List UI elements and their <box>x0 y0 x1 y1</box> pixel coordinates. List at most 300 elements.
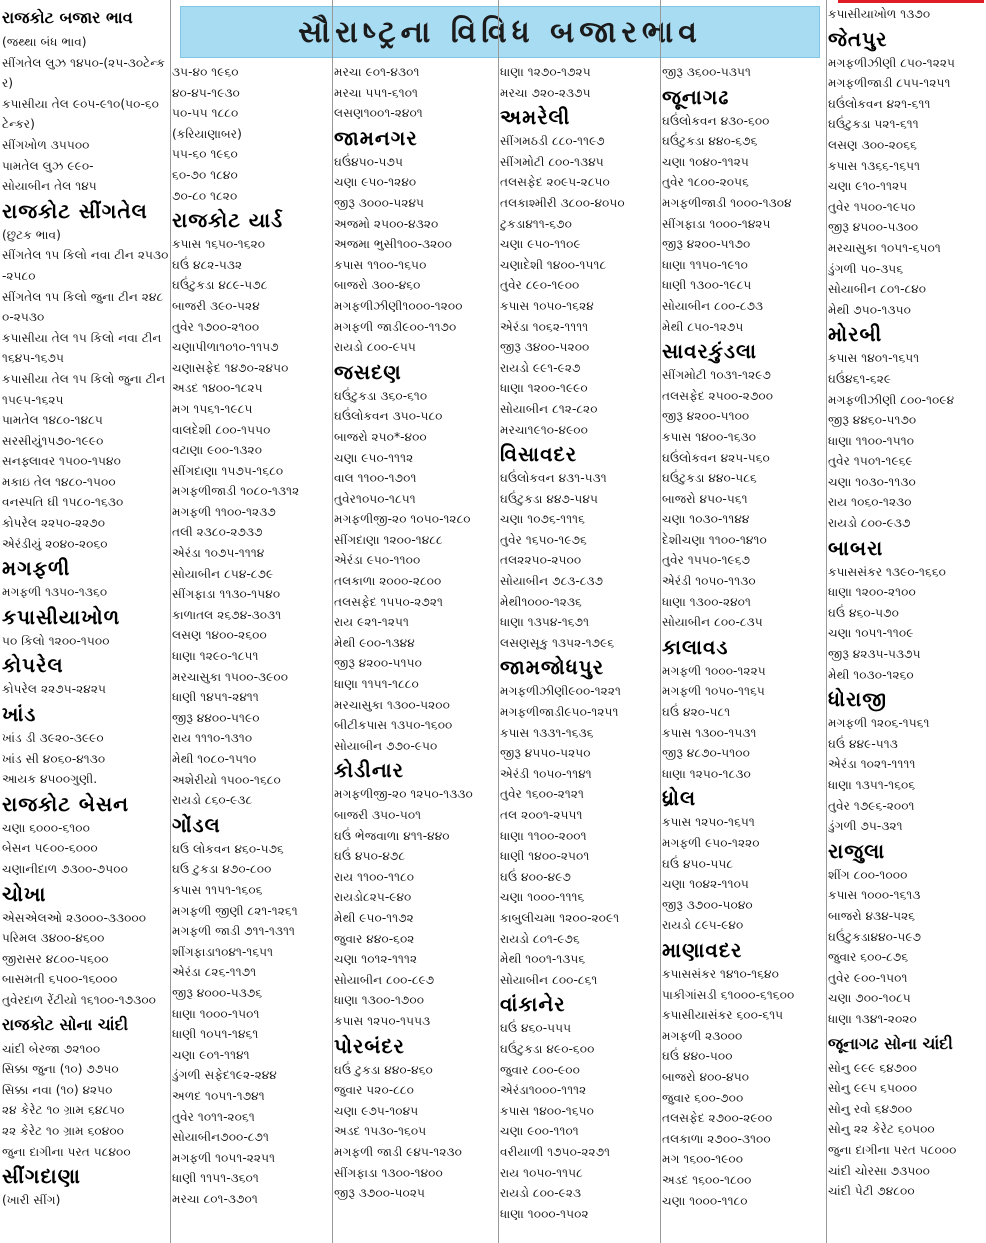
market-section <box>334 756 498 1031</box>
market-section <box>828 534 986 686</box>
price-row: બીટીકપાસ ૧૩૫૦-૧૬૦૦ <box>334 718 453 733</box>
price-row: મરચા ૮૦૧-૩૭૦૧ <box>172 1191 258 1206</box>
price-row: જીરૂ ૪૨૦૦-૫૧૫૦ <box>334 656 422 671</box>
price-row: એરંડી ૧૦૫૦-૧૧૪૧ <box>500 766 592 781</box>
price-row: સીંગફાડા ૧૦૦૦-૧૪૨૫ <box>662 216 771 231</box>
market-section <box>172 62 332 206</box>
price-row: તુવેરદાળ રેંટીયો ૧૬૧૦૦-૧૭૩૦૦ <box>2 992 157 1007</box>
price-row: ચણા ૧૦૫૧-૧૧૦૯ <box>828 626 914 641</box>
price-row: ચણા ૧૦૪૦-૧૧૨૫ <box>662 154 749 169</box>
price-row: કપાસ ૧૨૫૦-૧૫૫૩ <box>334 1013 431 1028</box>
price-row: જીરૂ ૪૪૬૦-૫૧૭૦ <box>828 413 917 428</box>
price-row: વરીયાળી ૧૭૫૦-૨૨૭૧ <box>500 1144 611 1159</box>
price-row: ૩૫-૪૦ ૧૯૬૦ <box>172 65 239 79</box>
price-row: સનફ્લાવર ૧૫૦૦-૧૫૪૦ <box>2 454 121 469</box>
price-row: કપાસ ૧૧૫૧-૧૬૦૬ <box>172 882 263 897</box>
price-row: બાજરો ૩૦૦-૪૬૦ <box>334 278 421 293</box>
price-row: મેથી ૧૦૦૧-૧૩૫૬ <box>500 952 586 967</box>
price-row: કપાસીયાખોળ ૧૩૭૦ <box>828 7 931 21</box>
market-heading: રાજકોટ યાર્ડ <box>172 208 284 233</box>
column-rule <box>660 0 661 1243</box>
price-row: રાયડો ૮૦૦-૯૨૩ <box>500 1186 582 1201</box>
price-row: મગફળી ૧૨૦૬-૧૫૬૧ <box>828 716 930 731</box>
price-row: મગફળી જાડી ૯૪૫-૧૨૩૦ <box>334 1144 462 1159</box>
market-heading: ચોખા <box>2 881 47 906</box>
market-section <box>500 653 660 990</box>
price-row: જુવાર ૪૪૦-૬૦૨ <box>334 931 415 946</box>
price-row: મગ ૧૫૬૧-૧૯૮૫ <box>172 401 253 416</box>
price-row: બાજરી ૩૯૦-૫૨૪ <box>172 298 260 313</box>
market-section <box>334 62 498 124</box>
price-row: ઘઉં ૪૫૦-૫૫૮ <box>662 856 734 871</box>
price-row: મગફળીજાડી ૧૦૮૦-૧૩૧૨ <box>172 484 300 499</box>
price-row: તુવેર ૮૯૦-૧૯૦૦ <box>500 278 580 293</box>
market-heading: કોડીનાર <box>334 758 404 783</box>
price-row: ધાણી ૧૦૫૧-૧૪૬૧ <box>172 1027 259 1042</box>
price-row: સોનુ રવો ૬૪૭૦૦ <box>828 1101 913 1116</box>
market-heading: અમરેલી <box>500 105 571 130</box>
price-row: બાજરો ૪૦૦-૪૫૦ <box>662 1069 750 1084</box>
price-row: એરંડી ૧૦૫૦-૧૧૩૦ <box>662 574 756 589</box>
price-row: તલકાશ્મીરી ૩૮૦૦-૪૦૫૦ <box>500 195 625 210</box>
market-section <box>828 1030 986 1202</box>
price-row: તુવેર૧૦૫૦-૧૮૫૧ <box>334 491 416 506</box>
price-row: સોયાબીન ૮૫૪-૮૭૯ <box>172 566 274 581</box>
market-section <box>662 936 826 1211</box>
price-row: ચણા ૬૦૦૦-૬૧૦૦ <box>2 820 90 835</box>
price-row: ધાણા ૧૨૦૦-૨૧૦૦ <box>828 585 916 600</box>
price-row: ચાંદી બેરજા ૭૨૧૦૦ <box>2 1041 101 1056</box>
market-section <box>2 554 170 603</box>
market-heading: મોરબી <box>828 322 883 347</box>
price-row: જીરૂ ૩૬૦૦-૫૩૫૧ <box>662 65 751 79</box>
price-row: ચાંદી પેટી ૭૪૮૦૦ <box>828 1184 915 1199</box>
price-row: પરિમલ ૩૪૦૦-૪૬૦૦ <box>2 931 105 946</box>
price-row: મગફળી ૯૫૦-૧૨૨૦ <box>662 836 760 850</box>
price-row: સોયાબીન ૭૮૩-૮૩૭ <box>500 574 604 589</box>
price-row: ચણા ૯૫૦-૧૧૦૯ <box>500 237 581 252</box>
price-row: સોયાબીન ૮૧૨-૮૨૦ <box>500 401 598 416</box>
price-row: મેથી ૯૫૦-૧૧૭૨ <box>334 910 414 925</box>
price-row: મગફળી જાડી૯૦૦-૧૧૭૦ <box>334 319 457 334</box>
price-row: ટુકડા૪૧૧-૬૭૦ <box>500 216 572 231</box>
market-heading: કોપરેલ <box>2 653 64 678</box>
price-row: સીંગફાડા ૧૧૩૦-૧૫૪૦ <box>172 587 281 602</box>
price-row: અજમો ૨૫૦૦-૪૩૨૦ <box>334 216 439 231</box>
price-row: કપાસ ૧૩૬૬-૧૬૫૧ <box>828 158 921 173</box>
price-row: ઘઉંલોકવન ૪૨૫-૫૬૦ <box>662 450 770 465</box>
price-row: ચણા ૧૦૩૦-૧૧૩૦ <box>828 474 916 489</box>
price-row: જુવાર ૫૨૦-૮૮૦ <box>334 1083 414 1098</box>
price-row: ધાણા ૧૧૦૦-૧૫૧૦ <box>828 433 915 448</box>
price-row: જીરૂ ૪૪૦૦-૫૧૯૦ <box>172 710 260 725</box>
price-row: તલ ૨૦૦૧-૨૫૫૧ <box>500 808 583 822</box>
price-row: ઘઉં ૪૬૦-૫૫૫ <box>500 1021 572 1036</box>
price-row: ઘઉં ૪૬૦-૫૭૦ <box>828 605 899 620</box>
price-row: પાકીગાંસડી ૬૧૦૦૦-૬૧૬૦૦ <box>662 987 795 1002</box>
market-heading: ગોંડલ <box>172 812 221 837</box>
price-row: બેસન ૫૯૦૦-૬૦૦૦ <box>2 841 98 856</box>
price-row: ધાણા ૧૨૭૦-૧૭૨૫ <box>500 65 591 79</box>
price-row: તુવેર ૧૭૯૬-૨૦૦૧ <box>828 798 915 813</box>
market-column-6 <box>828 4 986 1202</box>
market-section <box>334 124 498 358</box>
price-row: અડદ ૧૪૦૦-૧૮૨૫ <box>172 381 263 396</box>
price-row: ઘઉં ૪૫૦-૪૭૮ <box>334 849 406 864</box>
price-row: શીંગ ૮૦૦-૧૦૦૦ <box>828 867 908 882</box>
title-banner <box>180 6 820 58</box>
price-row: એરંડીયું ૨૦૪૦-૨૦૬૦ <box>2 536 108 551</box>
price-row: શીંગફાડા૧૦૪૧-૧૬૫૧ <box>172 944 274 959</box>
price-row: કપાસ ૧૦૦૦-૧૬૧૩ <box>828 888 921 903</box>
price-row: જુના દાગીના પરત ૫૮૪૦૦ <box>2 1144 131 1159</box>
price-row: ધાણા ૧૩૫૪-૧૬૭૧ <box>500 615 590 630</box>
market-section <box>2 1011 170 1163</box>
price-row: જીરૂ ૪૨૩૫-૫૩૭૫ <box>828 647 921 662</box>
price-row: રાયડો ૮૦૦-૯૫૫ <box>334 340 416 355</box>
price-row: (કરિયાણાબર) <box>172 126 242 141</box>
price-row: ચણા ૧૦૧૨-૧૧૧૨ <box>334 952 418 967</box>
market-column-1 <box>2 4 170 1211</box>
market-column-2 <box>172 62 332 1209</box>
price-row: જીરૂ ૪૮૭૦-૫૧૦૦ <box>662 746 750 761</box>
price-row: ચણા ૧૦૪૨-૧૧૦૫ <box>662 877 749 892</box>
price-row: ડુંગળી સફેદ૧૯૨-૨૪૪ <box>172 1068 277 1083</box>
price-row: સિક્કા જુના (૧૦) ૭૭૫૦ <box>2 1062 119 1077</box>
price-row: એરંડા ૧૦૬૨-૧૧૧૧ <box>500 319 589 334</box>
market-section <box>2 700 170 790</box>
column-rule <box>498 0 499 1243</box>
market-section <box>172 811 332 1210</box>
price-row: અડદ ૧૫૩૦-૧૬૦૫ <box>334 1124 427 1139</box>
price-row: સીંગખોળ ૩૫૫૦૦ <box>2 137 90 152</box>
price-row: ઘઉં ૪૨૦-૫૮૧ <box>662 705 731 720</box>
price-row: ઘઉં ૪૮૨-૫૩૨ <box>172 257 243 272</box>
market-section <box>828 25 986 321</box>
price-row: ઘઉં ભેજવાળા ૪૧૧-૪૪૦ <box>334 828 450 843</box>
price-row: (ખારી સીંગ) <box>2 1193 61 1208</box>
price-row: તુવેર ૧૬૫૦-૧૯૭૬ <box>500 532 587 547</box>
price-row: ઘઉ લોકવન ૪૬૦-૫૭૬ <box>172 841 284 856</box>
price-row: મગફળીજી-૨૦ ૧૦૫૦-૧૨૮૦ <box>334 512 471 527</box>
market-heading: ધ્રોલ <box>662 786 697 811</box>
price-row: કોપરેલ ૨૨૭૫-૨૪૨૫ <box>2 682 107 697</box>
market-heading: મગફળી <box>2 556 71 581</box>
market-section <box>828 4 986 25</box>
price-row: ચણા ૯૧૦-૧૧૨૫ <box>828 179 908 194</box>
price-row: જુવાર ૬૦૦-૮૭૬ <box>828 950 909 965</box>
price-row: એરંડા ૯૫૦-૧૧૦૦ <box>334 553 421 568</box>
market-heading: વિસાવદર <box>500 442 578 467</box>
market-section <box>500 103 660 440</box>
price-row: ઘઉં૪૬૧-૬૨૯ <box>828 371 892 386</box>
price-row: ૬૦-૭૦ ૧૮૪૦ <box>172 167 238 182</box>
price-row: (જથ્થા બંધ ભાવ) <box>2 35 87 49</box>
price-row: તલ૨૨૫૦-૨૫૦૦ <box>500 553 582 568</box>
price-row: કપાસ ૧૩૩૧-૧૬૩૬ <box>500 725 594 740</box>
price-row: મેથી ૮૫૦-૧૨૭૫ <box>662 319 744 334</box>
price-row: સીંગતેલ લુઝ ૧૪૫૦-(૨૫-૩૦ટેન્કર) <box>2 55 165 91</box>
price-row: બાજરો ૪૫૦-૫૬૧ <box>662 491 748 506</box>
column-rule <box>332 0 333 1243</box>
price-row: સોયાબીન ૮૦૦-૮૭૩ <box>662 298 764 313</box>
price-row: તલી ૨૩૮૦-૨૭૩૭ <box>172 525 263 540</box>
price-row: મરચા ૯૦૧-૪૩૦૧ <box>334 65 420 79</box>
price-row: તુવેર ૧૫૫૦-૧૯૬૭ <box>662 553 751 568</box>
price-row: સોયાબીન ૮૦૦-૮૯૭ <box>334 972 435 987</box>
price-row: તલકાળા ૨૭૦૦-૩૧૦૦ <box>662 1131 771 1146</box>
price-row: સીંગમઠડી ૮૮૦-૧૧૯૭ <box>500 134 605 149</box>
price-row: કપાસ ૧૨૫૦-૧૬૫૧ <box>662 815 755 830</box>
price-row: એરંડા ૮૨૬-૧૧૭૧ <box>172 965 257 980</box>
price-row: મરચાસુકા ૧૦૫૧-૬૫૦૧ <box>828 240 941 255</box>
market-heading: ધોરાજી <box>828 687 887 712</box>
price-row: રાયડો ૯૯૧-૯૨૭ <box>500 360 581 375</box>
market-section <box>2 1162 170 1211</box>
price-row: મગફળી ૧૦૦૦-૧૨૨૫ <box>662 663 766 678</box>
price-row: મગ ૧૬૦૦-૧૯૦૦ <box>662 1152 744 1167</box>
price-row: મગફળીજાડી ૮૫૫-૧૨૫૧ <box>828 76 951 91</box>
price-row: ધાણા ૧૩૪૧-૨૦૨૦ <box>828 1011 917 1026</box>
price-row: ધાણી ૧૪૦૦-૨૫૦૧ <box>500 849 590 864</box>
price-row: સીંગમોટી ૧૦૩૧-૧૨૯૭ <box>662 368 771 383</box>
price-row: કપાસસંકર ૧૩૯૦-૧૬૬૦ <box>828 564 947 579</box>
price-row: સોનુ ૯૯૯ ૬૪૭૦૦ <box>828 1060 917 1075</box>
price-row: ઘઉં ૪૪૯-૫૧૩ <box>828 736 898 751</box>
price-row: સોનુ ૨૨ કેરેટ ૬૦૫૦૦ <box>828 1122 935 1137</box>
price-row: મગફળીજાડી૯૫૦-૧૨૫૧ <box>500 705 619 720</box>
price-row: મગફળી જાડી ૭૧૧-૧૩૧૧ <box>172 924 296 939</box>
price-row: ઘઉંટુકડા ૪૯૦-૬૦૦ <box>500 1041 595 1056</box>
price-row: ઘઉંટુકડા ૪૪૦-૫૮૬ <box>662 471 757 486</box>
accent-bar <box>838 0 984 3</box>
price-row: અશેરીયો ૧૫૦૦-૧૬૮૦ <box>172 772 281 787</box>
price-row: મગફળી ૧૦૫૦-૧૧૬૫ <box>662 684 765 699</box>
price-row: મગફળીજી-૨૦ ૧૨૫૦-૧૩૩૦ <box>334 787 473 802</box>
price-row: ચણાનીદાળ ૭૩૦૦-૭૫૦૦ <box>2 862 128 876</box>
price-row: અળદ ૧૦૫૧-૧૭૪૧ <box>172 1088 265 1103</box>
price-row: સોયાબીન ૮૦૦-૮૩૫ <box>662 615 763 630</box>
price-row: મરચાસુકા ૧૩૦૦-૫૨૦૦ <box>334 697 450 712</box>
price-row: ધાણા ૧૨૯૦-૧૮૫૧ <box>172 649 259 664</box>
price-row: દેશીચણા ૧૧૦૦-૧૪૧૦ <box>662 532 767 547</box>
market-section <box>828 837 986 1030</box>
price-row: કપાસ ૧૬૫૦-૧૬૨૦ <box>172 237 266 252</box>
price-row: ઘઉંલોકવન ૪૩૧-૫૩૧ <box>500 471 607 486</box>
price-row: ધાણા ૧૨૫૦-૧૮૩૦ <box>662 766 751 781</box>
price-row: ધાણા ૧૩૦૦-૧૭૦૦ <box>334 993 425 1008</box>
price-row: ઘઉંટુકડા૪૪૦-૫૯૭ <box>828 929 922 944</box>
market-heading: જેતપુર <box>828 26 888 51</box>
price-row: કોપરેલ ૨૨૫૦-૨૨૭૦ <box>2 516 106 531</box>
price-row: તુવેર ૧૬૦૦-૨૧૨૧ <box>500 787 584 802</box>
price-row: કાળાતલ ૨૬૭૪-૩૦૩૧ <box>172 607 282 622</box>
market-section <box>500 440 660 653</box>
price-row: સરસીયું૧૫૭૦-૧૯૯૦ <box>2 433 104 448</box>
price-row: તલકાળા ૨૦૦૦-૨૮૦૦ <box>334 574 442 589</box>
price-row: ચણાપીળા૧૦૧૦-૧૧૫૭ <box>172 340 279 355</box>
price-row: એરંડા ૧૦૭૫-૧૧૧૪ <box>172 546 265 561</box>
price-row: ઘઉંટુકડા ૪૮૯-૫૭૮ <box>172 278 268 293</box>
price-row: સીંગફાડા ૧૩૦૦-૧૪૦૦ <box>334 1165 443 1180</box>
price-row: મેથી ૧૦૩૦-૧૨૬૦ <box>828 667 914 682</box>
price-row: તુવેર ૧૦૧૧-૨૦૬૧ <box>172 1109 255 1124</box>
price-row: પામતેલ લુઝ ૯૯૦- <box>2 158 94 173</box>
market-heading: જામનગર <box>334 125 418 150</box>
price-row: મરચા૧૯૧૦-૪૯૦૦ <box>500 422 588 437</box>
price-row: મગફળીઝીણી૯૦૦-૧૨૨૧ <box>500 684 621 699</box>
price-row: બાજરો ૪૩૪-૫૨૬ <box>828 908 916 923</box>
market-heading: રાજકોટ સીંગતેલ <box>2 198 148 223</box>
price-row: પામતેલ ૧૪૮૦-૧૪૮૫ <box>2 413 103 428</box>
price-row: કપાસીયાસંકર ૬૦૦-૬૧૫ <box>662 1008 784 1023</box>
market-section <box>828 320 986 533</box>
price-row: તુવેર ૧૫૦૧-૧૯૬૯ <box>828 454 913 469</box>
price-row: મેથી ૧૦૮૦-૧૫૧૦ <box>172 752 257 766</box>
price-row: સિક્કા નવા (૧૦) ૪૨૫૦ <box>2 1082 113 1097</box>
price-row: કપાસ ૧૩૦૦-૧૫૩૧ <box>662 725 757 740</box>
price-row: સોયાબીન ૭૭૦-૯૫૦ <box>334 738 438 753</box>
price-row: તલસફેદ ૨૫૦૦-૨૭૦૦ <box>662 388 774 403</box>
price-row: સોયાબીન તેલ ૧૪૫ <box>2 179 97 194</box>
price-row: જીરૂ ૩૭૦૦-૫૦૨૫ <box>334 1186 425 1201</box>
market-heading: પોરબંદર <box>334 1033 405 1058</box>
price-row: તલસફેદ ૨૦૯૫-૨૮૫૦ <box>500 175 610 190</box>
price-row: ઘઉં ૪૪૦-૫૦૦ <box>662 1049 733 1064</box>
price-row: મગફળી ૧૧૦૦-૧૨૩૭ <box>172 504 276 519</box>
price-row: અજમા ભુસી૧૦૦-૩૨૦૦ <box>334 237 452 252</box>
market-section <box>500 62 660 103</box>
market-section <box>334 1032 498 1204</box>
market-section <box>662 784 826 936</box>
market-section <box>172 206 332 811</box>
price-row: ધાણા ૧૦૦૦-૧૫૦૨ <box>500 1206 589 1221</box>
price-row: સીંગમોટી ૮૦૦-૧૩૪૫ <box>500 154 604 169</box>
price-row: કપાસ ૧૦૫૦-૧૬૨૪ <box>500 298 594 313</box>
price-row: ચણાસફેદ ૧૪૭૦-૨૪૫૦ <box>172 360 289 375</box>
price-row: (છુટક ભાવ) <box>2 227 61 242</box>
market-section <box>2 603 170 652</box>
price-row: જીરૂ ૩૪૦૦-૫૨૦૦ <box>500 340 590 355</box>
price-row: જીરૂ ૪૦૦૦-૫૩૭૬ <box>172 985 263 1000</box>
price-row: બાજરી ૩૫૦-૫૦૧ <box>334 808 422 822</box>
market-section <box>500 990 660 1224</box>
price-row: ચણા ૧૦૦૦-૧૧૧૬ <box>500 890 585 905</box>
price-row: તુવેર ૧૮૦૦-૨૦૫૬ <box>662 175 749 190</box>
price-row: ઘઉંટુકડા ૪૪૭-૫૪૫ <box>500 491 598 506</box>
price-row: સોયાબીન૭૦૦-૮૭૧ <box>172 1130 269 1145</box>
price-row: ચણા ૯૫૦-૧૨૪૦ <box>334 175 417 190</box>
price-row: ડુંગળી ૭૫-૩૨૧ <box>828 819 903 834</box>
price-row: મગફળીઝીણી ૮૦૦-૧૦૯૪ <box>828 392 955 407</box>
price-row: ઘઉંલોકવન ૪૨૧-૬૧૧ <box>828 96 931 111</box>
price-row: જીરૂ ૪૫૦૦-૫૩૦૦ <box>828 220 919 235</box>
market-column-3 <box>334 62 498 1204</box>
price-row: ખાંડ ડી ૩૯૨૦-૩૯૯૦ <box>2 731 104 746</box>
market-section <box>662 633 826 785</box>
price-row: ચણાદેશી ૧૪૦૦-૧૫૧૮ <box>500 257 607 272</box>
price-row: એસએલઓ ૨૩૦૦૦-૩૩૦૦૦ <box>2 910 147 925</box>
price-row: વટાણા ૯૦૦-૧૩૨૦ <box>172 443 263 458</box>
price-row: સોયાબીન ૮૦૦-૮૬૧ <box>500 972 598 987</box>
price-row: મગફળી ૨૩૦૦૦ <box>662 1028 743 1043</box>
price-row: ધાણી ૧૩૦૦-૧૯૮૫ <box>662 278 752 293</box>
price-row: મગફળી ૧૦૫૧-૨૨૫૧ <box>172 1150 276 1165</box>
price-row: સીંગદાણા ૧૫૭૫-૧૬૮૦ <box>172 463 284 478</box>
price-row: મગફળીઝીણી૧૦૦૦-૧૨૦૦ <box>334 298 463 313</box>
price-row: ચણા ૧૦૩૦-૧૧૪૪ <box>662 512 750 527</box>
price-row: ધાણા ૧૨૦૦-૧૯૯૦ <box>500 381 588 396</box>
price-row: રાય ૯૨૧-૧૨૫૧ <box>334 615 409 630</box>
price-row: મરચાસુકા ૧૫૦૦-૩૯૦૦ <box>172 669 289 684</box>
market-column-4 <box>500 62 660 1224</box>
market-section <box>2 880 170 1011</box>
market-heading: જૂનાગઢ <box>662 84 730 109</box>
price-row: રાય ૧૦૫૦-૧૧૫૮ <box>500 1165 583 1180</box>
price-row: ઘઉંલોકવન ૪૩૦-૬૦૦ <box>662 113 770 128</box>
column-rule <box>170 0 171 1243</box>
price-row: મેથી ૭૫૦-૧૩૫૦ <box>828 302 911 317</box>
market-column-5 <box>662 62 826 1211</box>
market-heading: વાંકાનેર <box>500 992 566 1017</box>
price-row: કપાસીયા તેલ ૧૫ કિલો જુના ટીન ૧૫૯૫-૧૬૨૫ <box>2 371 166 407</box>
price-row: રાયડો ૮૦૦-૯૩૭ <box>828 516 911 531</box>
price-row: સોનુ ૯૯૫ ૬૫૦૦૦ <box>828 1081 918 1096</box>
market-heading: ખાંડ <box>2 702 37 727</box>
price-row: મેથી૧૦૦૦-૧૨૩૬ <box>500 594 582 609</box>
price-row: ૨૨ કેરેટ ૧૦ ગ્રામ ૬૦૪૦૦ <box>2 1123 124 1138</box>
price-row: ચણા ૯૭૫-૧૦૪૫ <box>334 1103 419 1118</box>
price-row: સીંગદાણા ૧૨૦૦-૧૪૮૮ <box>334 532 443 547</box>
price-row: જીરૂ ૪૨૦૦-૫૧૦૦ <box>662 409 750 424</box>
price-row: ધાણા ૧૧૦૦-૨૦૦૧ <box>500 828 587 843</box>
price-row: રાયડો૮૨૫-૯૪૦ <box>334 890 412 905</box>
price-row: ઘઉં ટુકડા ૪૪૦-૪૬૦ <box>334 1062 433 1077</box>
price-row: વનસ્પતિ ઘી ૧૫૮૦-૧૬૩૦ <box>2 495 124 510</box>
page-title: સૌરાષ્ટ્રના વિવિધ બજારભાવ <box>298 14 702 50</box>
price-row: ધાણા ૧૧૫૧-૧૮૮૦ <box>334 677 419 692</box>
column-rule <box>826 0 827 1243</box>
price-row: તુવેર ૧૭૦૦-૨૧૦૦ <box>172 319 260 334</box>
price-row: ૨૪ કેરેટ ૧૦ ગ્રામ ૬૪૮૫૦ <box>2 1103 125 1118</box>
market-section <box>2 4 170 197</box>
price-row: ઘઉંલોકવન ૩૫૦-૫૮૦ <box>334 409 443 424</box>
price-row: મરચા ૭૨૦-૨૩૭૫ <box>500 85 591 100</box>
market-heading: જૂનાગઢ સોના ચાંદી <box>828 1033 953 1053</box>
price-row: ચણા ૯૦૧-૧૧૪૧ <box>172 1047 250 1062</box>
market-section <box>662 62 826 83</box>
price-row: ઘઉંટુકડા ૪૪૦-૬૭૬ <box>662 134 758 149</box>
price-row: રાય ૧૧૧૦-૧૩૧૦ <box>172 731 253 746</box>
market-heading: રાજકોટ સોના ચાંદી <box>2 1014 129 1034</box>
price-row: ધાણી ૧૪૫૧-૨૪૧૧ <box>172 690 259 705</box>
price-row: કાબુલીચમા ૧૨૦૦-૨૦૯૧ <box>500 910 620 925</box>
price-row: તુવેર ૧૫૦૦-૧૯૫૦ <box>828 199 916 214</box>
market-heading: જામજોધપુર <box>500 655 605 680</box>
price-row: ૪૦-૪૫-૧૯૩૦ <box>172 85 240 100</box>
market-heading: રાજકોટ બજાર ભાવ <box>2 8 133 27</box>
market-section <box>2 197 170 555</box>
price-row: રાય ૧૧૦૦-૧૧૮૦ <box>334 869 415 884</box>
price-row: મરચા ૫૫૧-૬૧૦૧ <box>334 85 419 100</box>
price-row: રાય ૧૦૬૦-૧૨૩૦ <box>828 495 912 510</box>
price-row: વાલ ૧૧૦૦-૧૭૦૧ <box>334 471 417 486</box>
price-row: મગફળી જીણી ૮૨૧-૧૨૬૧ <box>172 903 298 918</box>
price-row: જીરૂ ૩૦૦૦-૫૨૪૫ <box>334 195 425 210</box>
market-section <box>662 337 826 633</box>
price-row: મગફળીઝીણી ૮૫૦-૧૨૨૫ <box>828 55 956 70</box>
price-row: કપાસસંકર ૧૪૧૦-૧૬૪૦ <box>662 966 779 981</box>
